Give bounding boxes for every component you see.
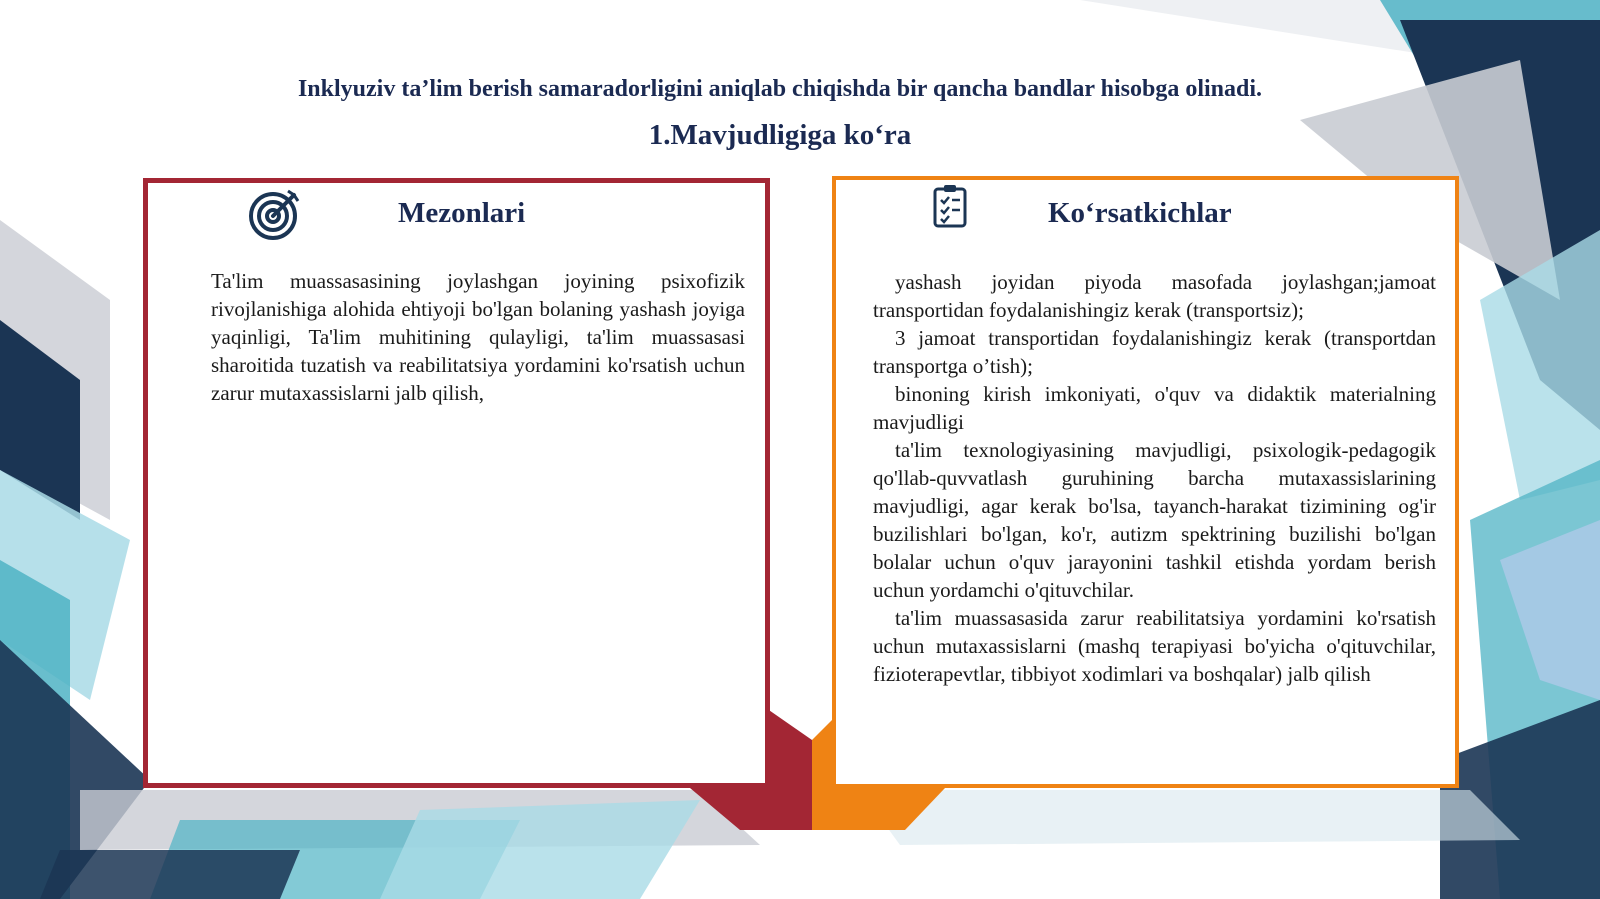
slide-subheading: 1.Mavjudligiga ko‘ra	[648, 119, 912, 151]
indicator-item: 3 jamoat transportidan foydalanishingiz kerak (transportdan transportga o’tish);	[873, 326, 1436, 378]
indicators-title: Ko‘rsatkichlar	[1048, 197, 1232, 229]
indicator-item: yashash joyidan piyoda masofada joylashgan;jamoat transportidan foydalanishingiz kerak (transportsiz);	[873, 270, 1436, 322]
indicators-list	[873, 268, 1436, 688]
criteria-panel	[143, 178, 770, 788]
criteria-title: Mezonlari	[398, 197, 526, 229]
checklist-icon	[932, 184, 970, 228]
indicator-item: ta'lim texnologiyasining mavjudligi, psixologik-pedagogik qo'llab-quvvatlash guruhining barcha mutaxassislarining mavjudligi, agar kerak bo'lsa, tayanch-harakat tizimining og'ir buzilishlari bo'lgan, ko'r, autizm spektrining buzilishi bo'lgan bolalar uchun o'quv jarayonini tashkil etishda yordam berish uchun yordamchi o'qituvchilar.	[873, 438, 1436, 602]
indicators-panel	[832, 176, 1459, 788]
target-icon	[248, 187, 302, 241]
criteria-text: Ta'lim muassasasining joylashgan joyining psixofizik rivojlanishiga alohida ehtiyoji bo'lgan bolaning yashash joyiga yaqinligi, Ta'lim muhitining qulayligi, ta'lim muassasasi sharoitida tuzatish va reabilitatsiya yordamini ko'rsatish uchun zarur mutaxassislarni jalb qilish,	[211, 269, 745, 405]
indicator-item: binoning kirish imkoniyati, o'quv va didaktik materialning mavjudligi	[873, 382, 1436, 434]
indicator-item: ta'lim muassasasida zarur reabilitatsiya yordamini ko'rsatish uchun mutaxassislarni (mashq terapiyasi bo'yicha o'qituvchilar, fizioterapevtlar, tibbiyot xodimlari va boshqalar) jalb qilish	[873, 606, 1436, 686]
slide-headline: Inklyuziv ta’lim berish samaradorligini aniqlab chiqishda bir qancha bandlar hisobga olinadi.	[297, 76, 1263, 102]
